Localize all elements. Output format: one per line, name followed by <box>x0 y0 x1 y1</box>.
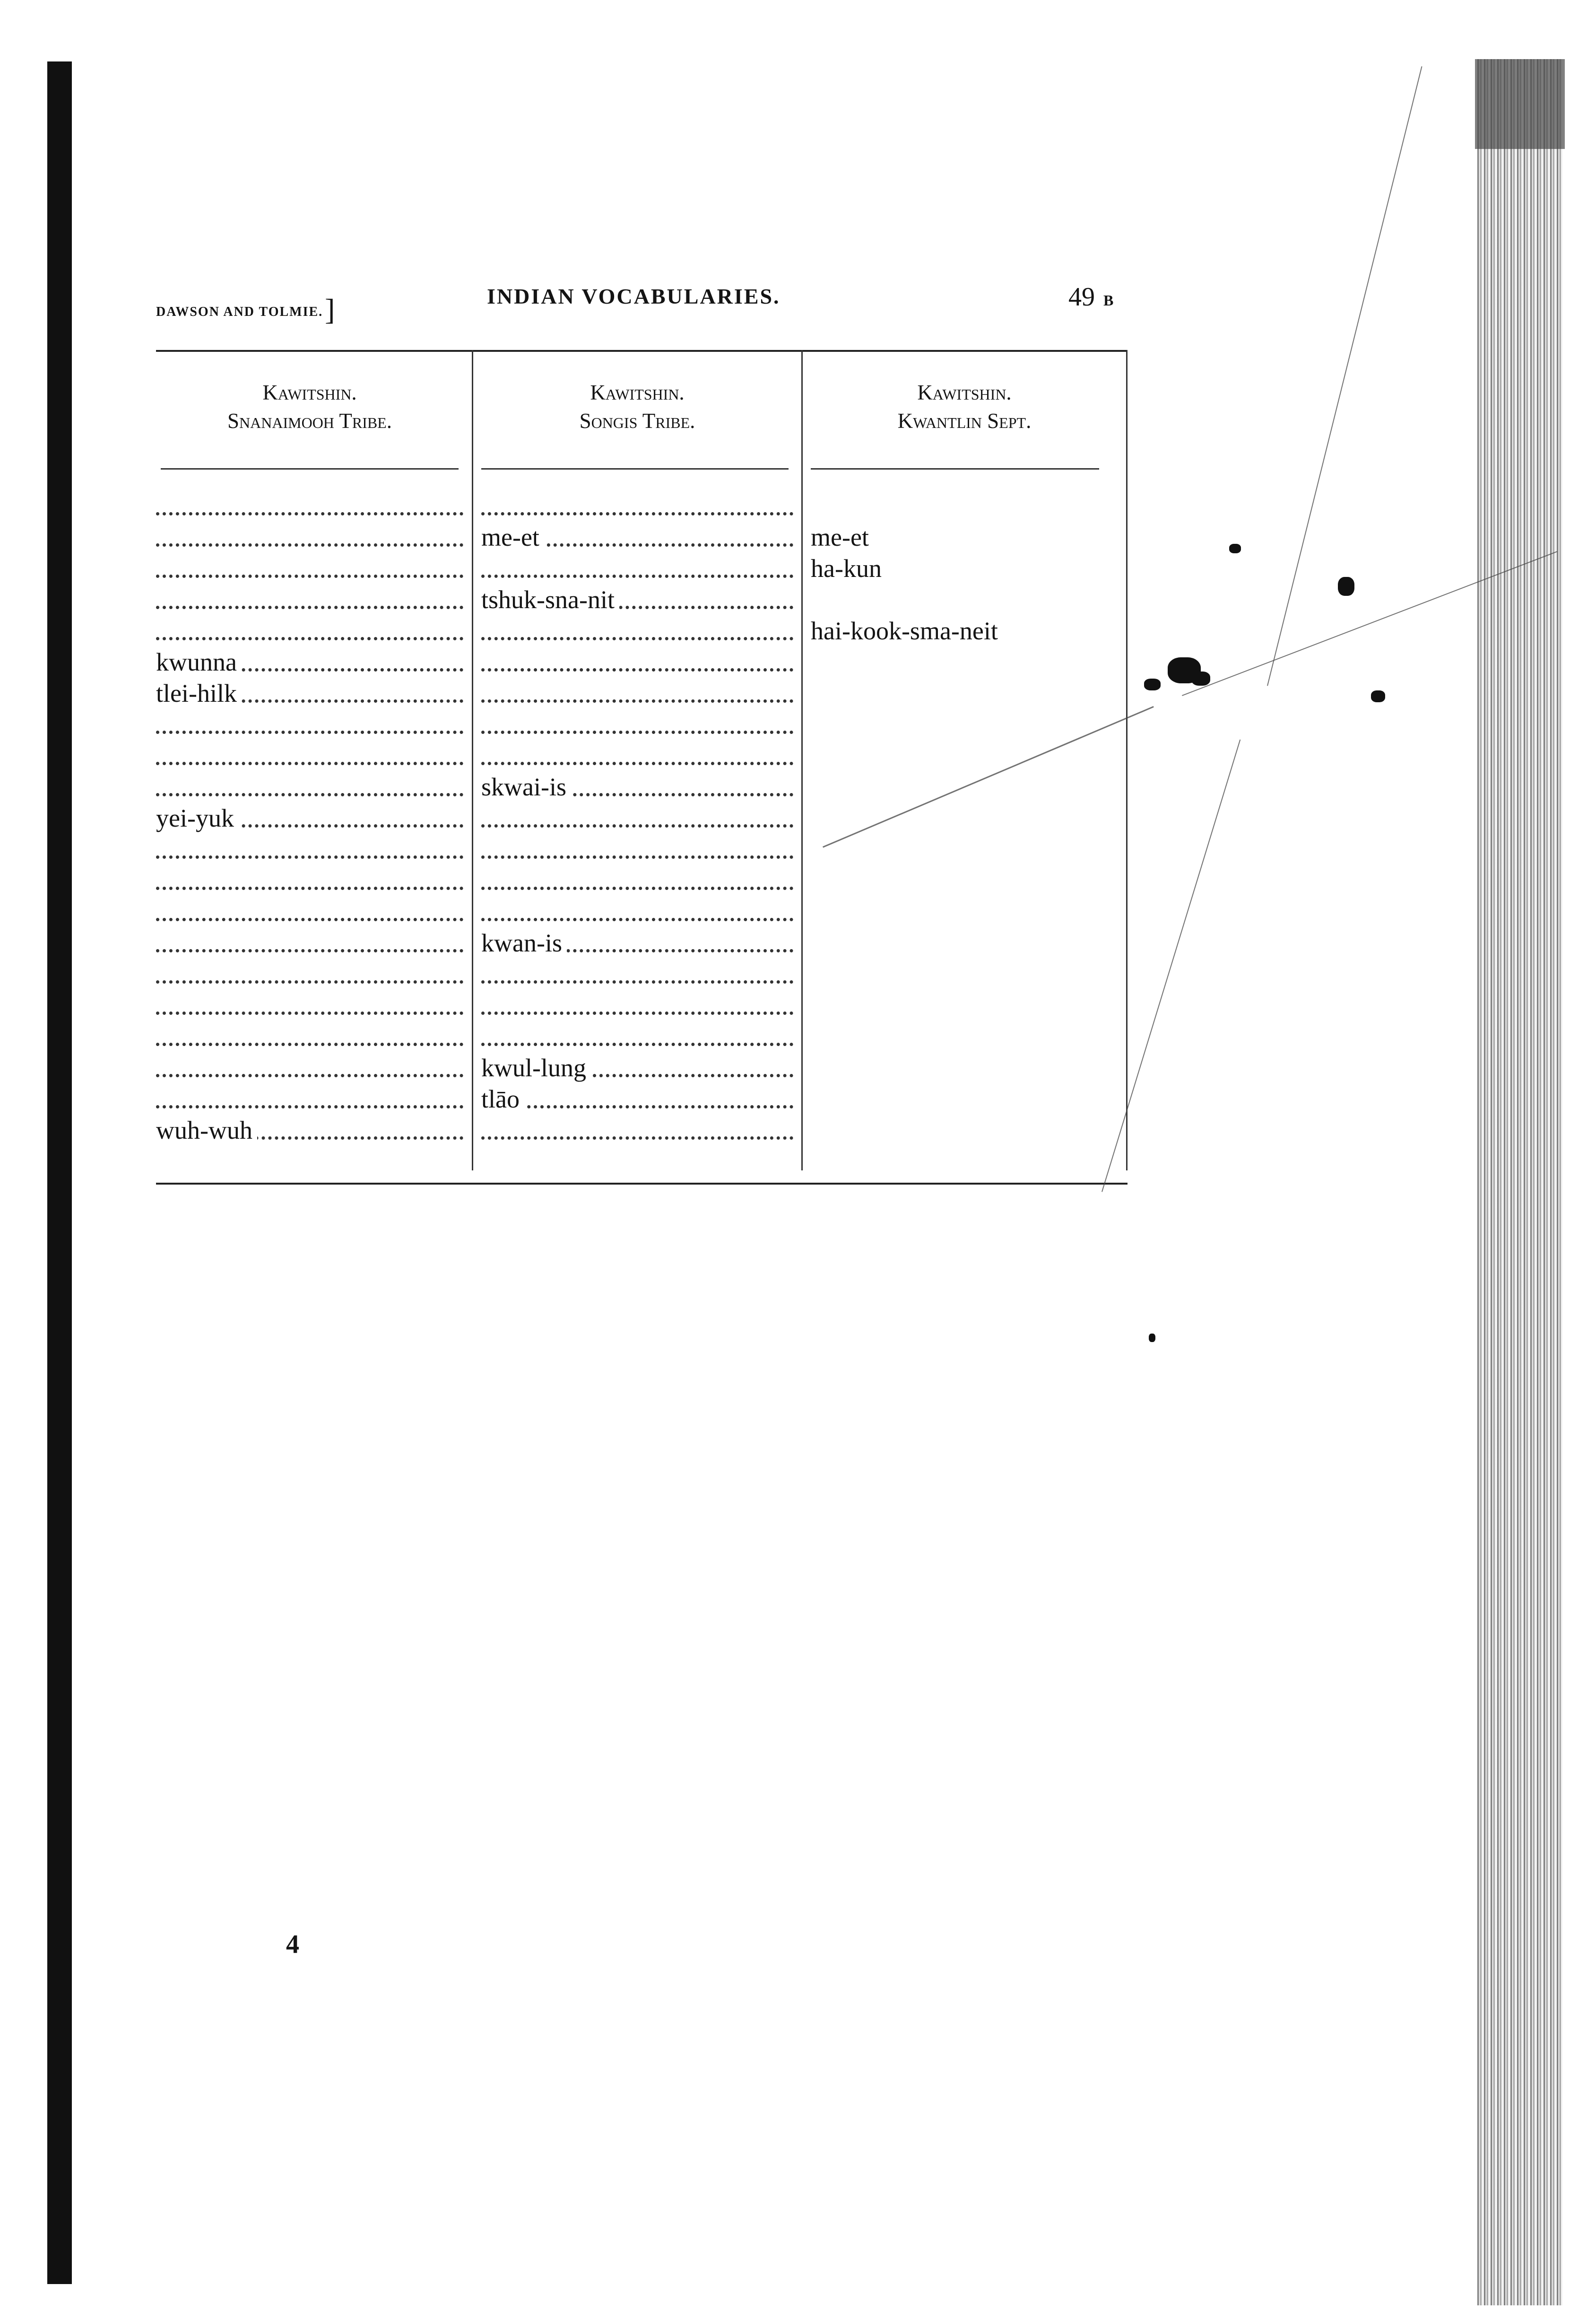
dot-leader <box>156 637 463 640</box>
dot-leader <box>481 824 793 828</box>
column-heading-line2: Songis Tribe. <box>579 409 695 433</box>
ink-speck <box>1338 577 1354 596</box>
table-row <box>156 773 463 801</box>
dot-leader <box>481 1012 793 1015</box>
dot-leader <box>481 1043 793 1046</box>
dot-leader <box>156 575 463 578</box>
vocabulary-entry: wuh-wuh <box>156 1116 257 1144</box>
running-header-authors <box>156 292 336 327</box>
dot-leader <box>481 855 793 859</box>
table-bottom-rule <box>156 1183 1128 1185</box>
table-row <box>481 617 793 645</box>
table-row <box>481 991 793 1020</box>
column-heading-line1: Kawitshin. <box>917 381 1012 404</box>
table-row <box>481 960 793 988</box>
table-row <box>156 710 463 739</box>
dot-leader <box>481 699 793 703</box>
table-row <box>481 585 793 614</box>
dot-leader <box>156 1043 463 1046</box>
dot-leader <box>481 668 793 672</box>
page-number-suffix: B <box>1103 292 1114 309</box>
column-heading-rule <box>481 468 789 470</box>
table-row <box>156 1116 463 1144</box>
table-row <box>156 1085 463 1113</box>
ink-speck <box>1229 544 1241 553</box>
table-row <box>481 898 793 926</box>
table-row <box>481 929 793 957</box>
vocabulary-entry: tlei-hilk <box>156 679 242 707</box>
table-row <box>156 492 463 520</box>
table-row <box>156 679 463 707</box>
signature-mark: 4 <box>286 1930 299 1959</box>
table-row <box>156 960 463 988</box>
binding-edge-right <box>1477 59 1562 2305</box>
table-row <box>156 648 463 676</box>
vocabulary-table <box>156 350 1128 1185</box>
table-row <box>156 1054 463 1082</box>
table-row <box>481 1085 793 1113</box>
dot-leader <box>156 1012 463 1015</box>
column-snanaimooh <box>156 350 463 1185</box>
dot-leader <box>156 543 463 547</box>
table-row <box>156 741 463 770</box>
dot-leader <box>481 918 793 921</box>
dot-leader <box>481 980 793 984</box>
column-heading-line2: Snanaimooh Tribe. <box>227 409 392 433</box>
dot-leader <box>156 793 463 796</box>
vocabulary-entry: skwai-is <box>481 773 571 801</box>
table-row <box>811 554 1118 583</box>
dot-leader <box>156 1105 463 1108</box>
table-row <box>481 741 793 770</box>
binding-edge-left <box>47 61 72 2284</box>
dot-leader <box>481 637 793 640</box>
ink-speck <box>1191 672 1210 686</box>
column-divider-1 <box>472 350 473 1170</box>
table-row <box>156 835 463 863</box>
column-heading <box>156 378 463 435</box>
dot-leader <box>156 887 463 890</box>
page-number <box>1068 282 1113 312</box>
table-row <box>156 929 463 957</box>
vocabulary-entry: kwan-is <box>481 929 567 957</box>
dot-leader <box>156 980 463 984</box>
running-header-authors-text: DAWSON AND TOLMIE. <box>156 305 323 319</box>
table-row <box>481 1116 793 1144</box>
column-heading-line2: Kwantlin Sept. <box>897 409 1032 433</box>
column-songis <box>481 350 793 1185</box>
page-number-value: 49 <box>1068 282 1095 312</box>
vocabulary-entry: ha-kun <box>811 554 886 583</box>
column-heading-rule <box>811 468 1099 470</box>
dot-leader <box>156 512 463 515</box>
running-header-bracket: ] <box>325 293 336 326</box>
vocabulary-entry: kwul-lung <box>481 1054 591 1082</box>
table-row <box>156 991 463 1020</box>
table-row <box>156 866 463 895</box>
dot-leader <box>481 887 793 890</box>
column-heading-line1: Kawitshin. <box>590 381 685 404</box>
vocabulary-entry: hai-kook-sma-neit <box>811 617 1003 645</box>
table-row <box>156 898 463 926</box>
dot-leader <box>481 512 793 515</box>
column-heading <box>811 378 1118 435</box>
table-row <box>156 1022 463 1051</box>
running-header-title: INDIAN VOCABULARIES. <box>487 284 781 308</box>
ink-speck <box>1144 679 1161 690</box>
table-row <box>481 648 793 676</box>
table-row <box>481 554 793 583</box>
table-row <box>481 804 793 832</box>
table-row <box>481 710 793 739</box>
dot-leader <box>481 731 793 734</box>
vocabulary-entry: me-et <box>811 523 874 551</box>
column-heading <box>481 378 793 435</box>
vocabulary-entry: me-et <box>481 523 544 551</box>
table-row <box>481 835 793 863</box>
dot-leader <box>156 1074 463 1077</box>
dot-leader <box>156 731 463 734</box>
column-divider-3 <box>1126 350 1128 1170</box>
vocabulary-entry: tlāo <box>481 1085 524 1113</box>
dot-leader <box>156 855 463 859</box>
dot-leader <box>156 762 463 765</box>
column-divider-2 <box>801 350 803 1170</box>
table-row <box>156 804 463 832</box>
table-row <box>481 773 793 801</box>
table-row <box>481 492 793 520</box>
dot-leader <box>481 1105 793 1108</box>
table-row <box>156 585 463 614</box>
binding-shadow <box>1475 59 1565 149</box>
vocabulary-entry: kwunna <box>156 648 242 676</box>
table-row <box>811 523 1118 551</box>
dot-leader <box>481 1136 793 1140</box>
vocabulary-entry: tshuk-sna-nit <box>481 585 619 614</box>
dot-leader <box>481 762 793 765</box>
dot-leader <box>481 575 793 578</box>
table-row <box>481 866 793 895</box>
dot-leader <box>156 606 463 609</box>
column-heading-rule <box>161 468 459 470</box>
table-row <box>481 523 793 551</box>
ink-speck <box>1149 1334 1155 1342</box>
table-row <box>156 617 463 645</box>
table-row <box>156 523 463 551</box>
ink-speck <box>1371 690 1385 702</box>
table-row <box>481 1022 793 1051</box>
column-kwantlin <box>811 350 1118 1185</box>
dot-leader <box>156 918 463 921</box>
table-row <box>481 679 793 707</box>
table-row <box>811 617 1118 645</box>
table-row <box>481 1054 793 1082</box>
table-row <box>156 554 463 583</box>
column-heading-line1: Kawitshin. <box>262 381 357 404</box>
vocabulary-entry: yei-yuk <box>156 804 239 832</box>
dot-leader <box>156 949 463 952</box>
